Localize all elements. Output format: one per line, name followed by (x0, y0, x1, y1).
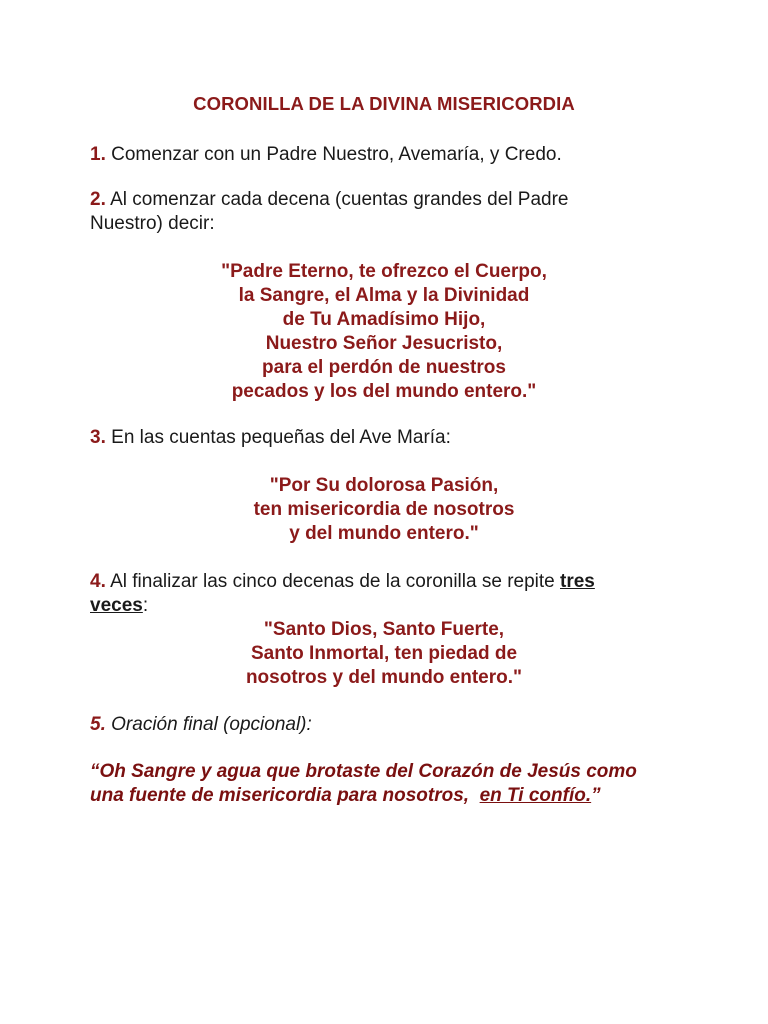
prayer-line: pecados y los del mundo entero." (231, 381, 537, 402)
step-1 (90, 143, 650, 167)
prayer-holy-god (0, 618, 768, 690)
step-2 (90, 188, 650, 236)
step-3 (90, 426, 650, 450)
prayer-line: Nuestro Señor Jesucristo, (265, 333, 503, 354)
emphasis-tres: tres (560, 571, 595, 592)
prayer-line: "Padre Eterno, te ofrezco el Cuerpo, (221, 261, 547, 282)
step-text: En las cuentas pequeñas del Ave María: (111, 427, 451, 448)
step-text: Al finalizar las cinco decenas de la coronilla se repite (110, 571, 560, 592)
final-prayer-line: una fuente de misericordia para nosotros, (90, 785, 480, 806)
step-number: 1. (90, 144, 106, 165)
prayer-line: nosotros y del mundo entero." (245, 667, 523, 688)
prayer-line: y del mundo entero." (289, 523, 479, 544)
step-number: 2. (90, 189, 106, 210)
step-text: Oración final (opcional): (111, 714, 312, 735)
step-4 (90, 570, 635, 618)
step-text: Al comenzar cada decena (cuentas grandes del Padre (110, 189, 569, 210)
final-prayer (90, 760, 710, 808)
prayer-line: ten misericordia de nosotros (253, 499, 515, 520)
final-prayer-line: “Oh Sangre y agua que brotaste del Corazón de Jesús como (90, 761, 637, 782)
prayer-passion (0, 474, 768, 546)
prayer-line: "Santo Dios, Santo Fuerte, (263, 619, 505, 640)
step-text-cont: Nuestro) decir: (90, 213, 215, 234)
prayer-line: "Por Su dolorosa Pasión, (269, 475, 499, 496)
prayer-line: Santo Inmortal, ten piedad de (250, 643, 518, 664)
step-5 (90, 713, 650, 737)
prayer-line: de Tu Amadísimo Hijo, (282, 309, 486, 330)
step-text-colon: : (142, 595, 149, 616)
prayer-eternal-father (0, 260, 768, 404)
step-number: 3. (90, 427, 106, 448)
closing-quote: ” (591, 785, 601, 806)
step-text: Comenzar con un Padre Nuestro, Avemaría, y Credo. (111, 144, 562, 165)
document-title: CORONILLA DE LA DIVINA MISERICORDIA (193, 93, 575, 114)
step-number: 4. (90, 571, 106, 592)
prayer-line: la Sangre, el Alma y la Divinidad (238, 285, 530, 306)
prayer-line: para el perdón de nuestros (262, 357, 506, 378)
emphasis-veces: veces (90, 595, 143, 616)
step-number: 5. (90, 714, 106, 735)
final-prayer-emphasis: en Ti confío. (479, 785, 592, 806)
